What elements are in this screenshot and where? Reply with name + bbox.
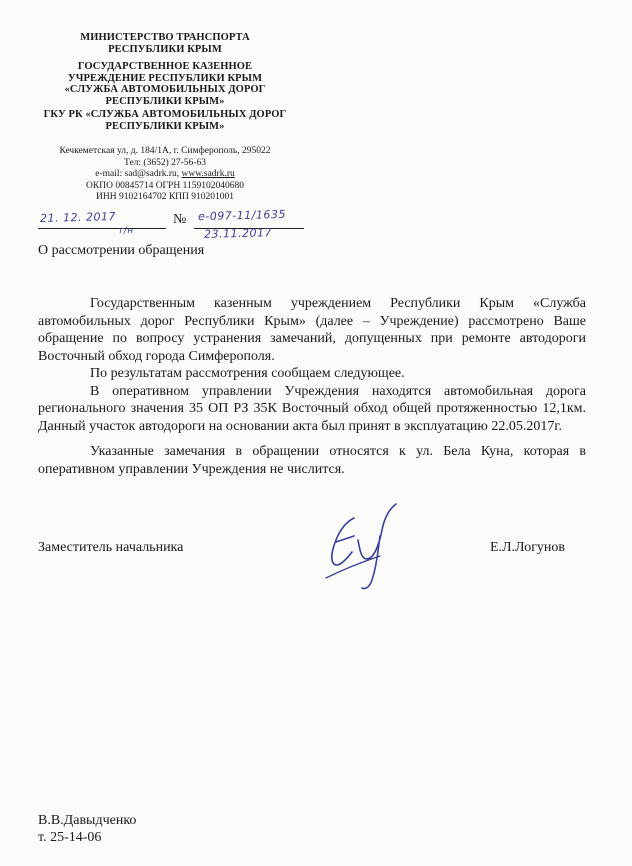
signatory-title: Заместитель начальника bbox=[38, 540, 184, 555]
website-link[interactable]: www.sadrk.ru bbox=[181, 169, 235, 179]
organization-short-line: ГКУ РК «СЛУЖБА АВТОМОБИЛЬНЫХ ДОРОГ bbox=[43, 109, 287, 120]
letterhead bbox=[30, 32, 300, 140]
handwritten-signature bbox=[318, 500, 408, 592]
body-paragraph: В оперативном управлении Учреждения находятся автомобильная дорога регионального значения 35 ОП РЗ 35К Восточный обход общей протяженностью 12,1км. Данный участок автодороги на основании акта был принят в эксплуатацию 22.05.2017г. bbox=[38, 383, 586, 434]
organization-line: РЕСПУБЛИКИ КРЫМ» bbox=[105, 95, 225, 107]
handwritten-mark: т/н bbox=[117, 225, 134, 237]
organization-line: УЧРЕЖДЕНИЕ РЕСПУБЛИКИ КРЫМ bbox=[67, 72, 263, 84]
ministry-name bbox=[30, 32, 300, 55]
letter-subject: О рассмотрении обращения bbox=[38, 243, 205, 258]
inn-kpp: ИНН 9102164702 КПП 910201001 bbox=[95, 192, 234, 202]
organization-short-name bbox=[30, 109, 300, 132]
executor-phone: т. 25-14-06 bbox=[38, 830, 102, 845]
signatory-name: Е.Л.Логунов bbox=[490, 540, 566, 555]
phone: Тел: (3652) 27-56-63 bbox=[124, 157, 206, 168]
date-underline bbox=[38, 228, 166, 229]
ministry-line: РЕСПУБЛИКИ КРЫМ bbox=[108, 43, 222, 55]
contact-details bbox=[30, 146, 300, 204]
body-paragraph: По результатам рассмотрения сообщаем следующее. bbox=[90, 366, 405, 381]
okpo-ogrn: ОКПО 00845714 ОГРН 1159102040680 bbox=[86, 180, 244, 191]
organization-short-line: РЕСПУБЛИКИ КРЫМ» bbox=[105, 120, 225, 132]
executor-name: В.В.Давыдченко bbox=[38, 813, 137, 828]
executor-info bbox=[38, 812, 136, 846]
ministry-line: МИНИСТЕРСТВО ТРАНСПОРТА bbox=[80, 32, 250, 43]
organization-line: ГОСУДАРСТВЕННОЕ КАЗЕННОЕ bbox=[77, 61, 253, 72]
email-line bbox=[30, 169, 300, 181]
handwritten-date: 21. 12. 2017 bbox=[39, 210, 117, 225]
email: e-mail: sad@sadrk.ru, bbox=[95, 169, 180, 179]
address: Кечкеметская ул, д. 184/1А, г. Симферополь, 295022 bbox=[59, 146, 271, 156]
number-sign: № bbox=[173, 212, 187, 227]
body-paragraph: Указанные замечания в обращении относятся к ул. Бела Куна, которая в оперативном управлении Учреждения не числится. bbox=[38, 444, 586, 477]
handwritten-number: е-097-11/1635 bbox=[197, 207, 287, 224]
organization-name bbox=[30, 61, 300, 107]
letter-body bbox=[38, 295, 586, 478]
organization-line: «СЛУЖБА АВТОМОБИЛЬНЫХ ДОРОГ bbox=[64, 84, 266, 95]
body-paragraph: Государственным казенным учреждением Республики Крым «Служба автомобильных дорог Республики Крым» (далее – Учреждение) рассмотрено Ваше обращение по вопросу устранения замечаний, допущенных при ремонте автодороги Восточный обход города Симферополя. bbox=[38, 296, 586, 364]
handwritten-ref-date: 23.11.2017 bbox=[203, 226, 273, 241]
